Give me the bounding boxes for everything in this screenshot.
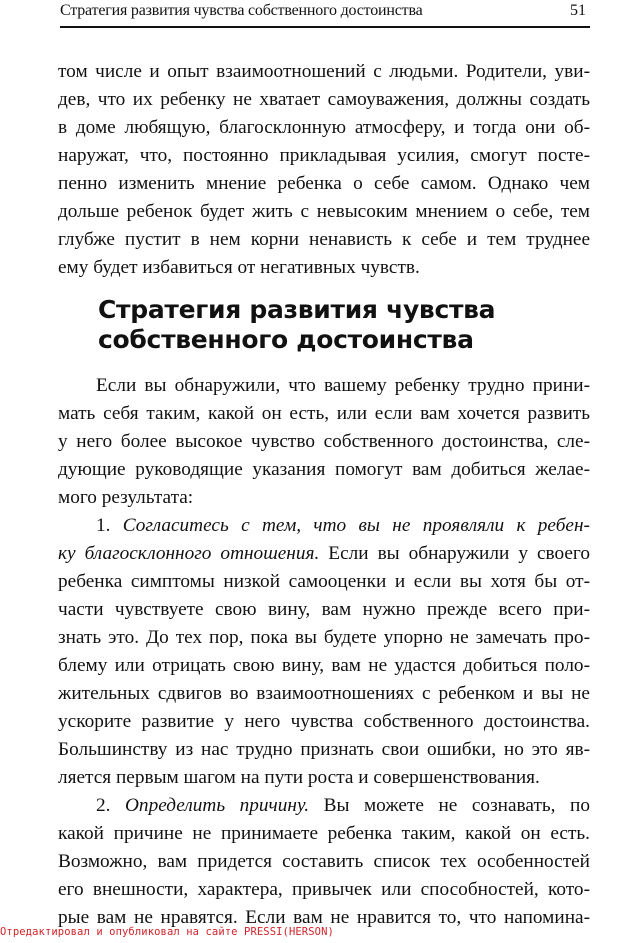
list-item-title: Определить причину. <box>125 795 310 816</box>
text-line: наружат, что, постоянно прикладывая усилия, смогут посте- <box>58 145 590 166</box>
text-line: том числе и опыт взаимоотношений с людьми. Родители, уви- <box>58 61 590 82</box>
text-line: части чувствуете свою вину, вам нужно прежде всего при- <box>58 599 590 620</box>
running-header <box>60 0 590 28</box>
list-item-number: 1. <box>96 515 111 536</box>
text-line: Большинству из нас трудно признать свои ошибки, но это яв- <box>58 739 590 760</box>
text-line: пенно изменить мнение ребенка о себе самом. Однако чем <box>58 173 590 194</box>
text-line: жительных сдвигов во взаимоотношениях с ребенком и вы не <box>58 683 590 704</box>
text-line: мого результата: <box>58 487 194 508</box>
text-line: ребенка симптомы низкой самооценки и если вы хотя бы от- <box>58 571 590 592</box>
running-title: Стратегия развития чувства собственного достоинства <box>60 2 423 19</box>
text-run: Если вы обнаружили у своего <box>319 543 590 564</box>
text-line: ускорите развитие у него чувства собственного достоинства. <box>58 711 590 732</box>
text-line: ляется первым шагом на пути роста и совершенствования. <box>58 767 540 788</box>
list-item-1-heading <box>96 512 590 540</box>
list-item-1-line <box>58 540 590 568</box>
list-item-title: Согласитесь с тем, что вы не проявляли к ребен- <box>122 515 590 536</box>
section-heading: Стратегия развития чувства <box>98 295 496 324</box>
text-run: Вы можете не сознавать, по <box>309 795 590 816</box>
text-line: какой причине не принимаете ребенка таким, какой он есть. <box>58 823 590 844</box>
footer-credit: Отредактировал и опубликовал на сайте PRESSI(HERSON) <box>0 926 334 938</box>
text-line: у него более высокое чувство собственного достоинства, сле- <box>58 431 590 452</box>
list-item-number: 2. <box>96 795 111 816</box>
section-heading: собственного достоинства <box>98 325 474 354</box>
text-line: блему или отрицать свою вину, вам не удастся добиться поло- <box>58 655 590 676</box>
list-item-title: ку благосклонного отношения. <box>58 543 320 564</box>
text-line: рые вам не нравятся. Если вам не нравится то, что напомина- <box>58 907 590 928</box>
text-line: дев, что их ребенку не хватает самоуважения, должны создать <box>58 89 590 110</box>
list-item-2-heading <box>96 792 590 820</box>
page-number: 51 <box>570 2 586 19</box>
text-line: глубже пустит в нем корни ненависть к себе и тем труднее <box>58 229 590 250</box>
text-line: дующие руководящие указания помогут вам добиться желае- <box>58 459 590 480</box>
text-line: ему будет избавиться от негативных чувств. <box>58 257 420 278</box>
text-line: в доме любящую, благосклонную атмосферу, и тогда они об- <box>58 117 590 138</box>
text-line: дольше ребенок будет жить с невысоким мнением о себе, тем <box>58 201 590 222</box>
text-line: знать это. До тех пор, пока вы будете упорно не замечать про- <box>58 627 590 648</box>
text-line: мать себя таким, какой он есть, или если вам хочется развить <box>58 403 590 424</box>
text-line: Возможно, вам придется составить список тех особенностей <box>58 851 590 872</box>
text-line: его внешности, характера, привычек или способностей, кото- <box>58 879 590 900</box>
text-line: Если вы обнаружили, что вашему ребенку трудно прини- <box>96 375 590 396</box>
